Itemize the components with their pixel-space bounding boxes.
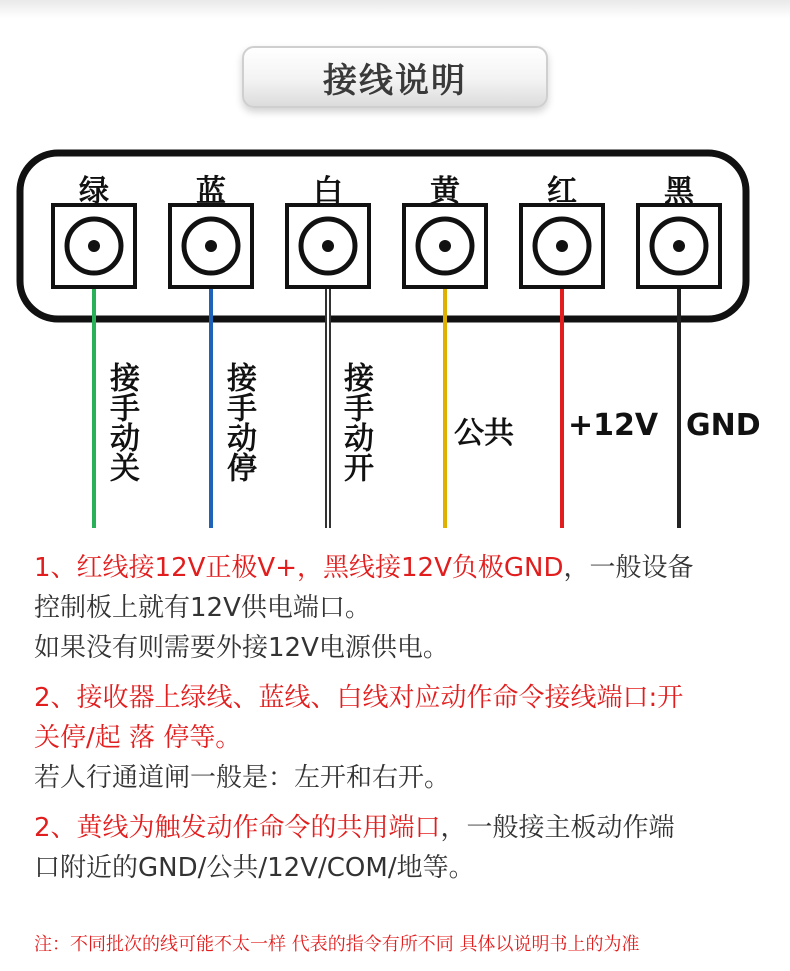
terminal-white-dot: [322, 240, 334, 252]
wiring-notes: [34, 548, 764, 888]
wire-desc-white: 接手动开: [338, 362, 373, 482]
wire-desc-black: GND: [686, 408, 761, 443]
note-3-line-1: [34, 808, 764, 848]
pin-label-green: 绿: [79, 174, 109, 209]
note-1-line-2: 控制板上就有12V供电端口。: [34, 593, 371, 623]
terminal-blue-dot: [205, 240, 217, 252]
terminal-red-dot: [556, 240, 568, 252]
note-1-line-1: [34, 548, 764, 588]
pin-label-black: 黑: [664, 174, 694, 209]
terminal-green-dot: [88, 240, 100, 252]
note-1-highlight: 1、红线接12V正极V+，黑线接12V负极GND: [34, 553, 564, 583]
footnote: 注：不同批次的线可能不太一样 代表的指令有所不同 具体以说明书上的为准: [34, 934, 640, 955]
wire-desc-blue: 接手动停: [221, 362, 256, 482]
terminal-yellow-dot: [439, 240, 451, 252]
note-3-highlight: 2、黄线为触发动作命令的共用端口: [34, 813, 441, 843]
wire-desc-green: 接手动关: [104, 362, 139, 482]
wire-desc-yellow: 公共: [454, 416, 514, 451]
pin-label-white: 白: [313, 174, 343, 209]
note-1-line-3: 如果没有则需要外接12V电源供电。: [34, 633, 449, 663]
note-2-line-2: 关停/起 落 停等。: [34, 723, 242, 753]
note-1-rest: ，一般设备: [563, 553, 694, 583]
pin-label-yellow: 黄: [430, 174, 460, 209]
note-2-line-1: 2、接收器上绿线、蓝线、白线对应动作命令接线端口:开: [34, 683, 684, 713]
pin-label-blue: 蓝: [196, 174, 226, 209]
pin-label-red: 红: [547, 174, 577, 209]
note-3-rest: ，一般接主板动作端: [440, 813, 675, 843]
note-2-line-3: 若人行通道闸一般是：左开和右开。: [34, 763, 451, 793]
note-3-line-2: 口附近的GND/公共/12V/COM/地等。: [34, 853, 475, 883]
wire-desc-red: +12V: [568, 408, 659, 443]
terminal-black-dot: [673, 240, 685, 252]
page-title: 接线说明: [323, 60, 467, 101]
